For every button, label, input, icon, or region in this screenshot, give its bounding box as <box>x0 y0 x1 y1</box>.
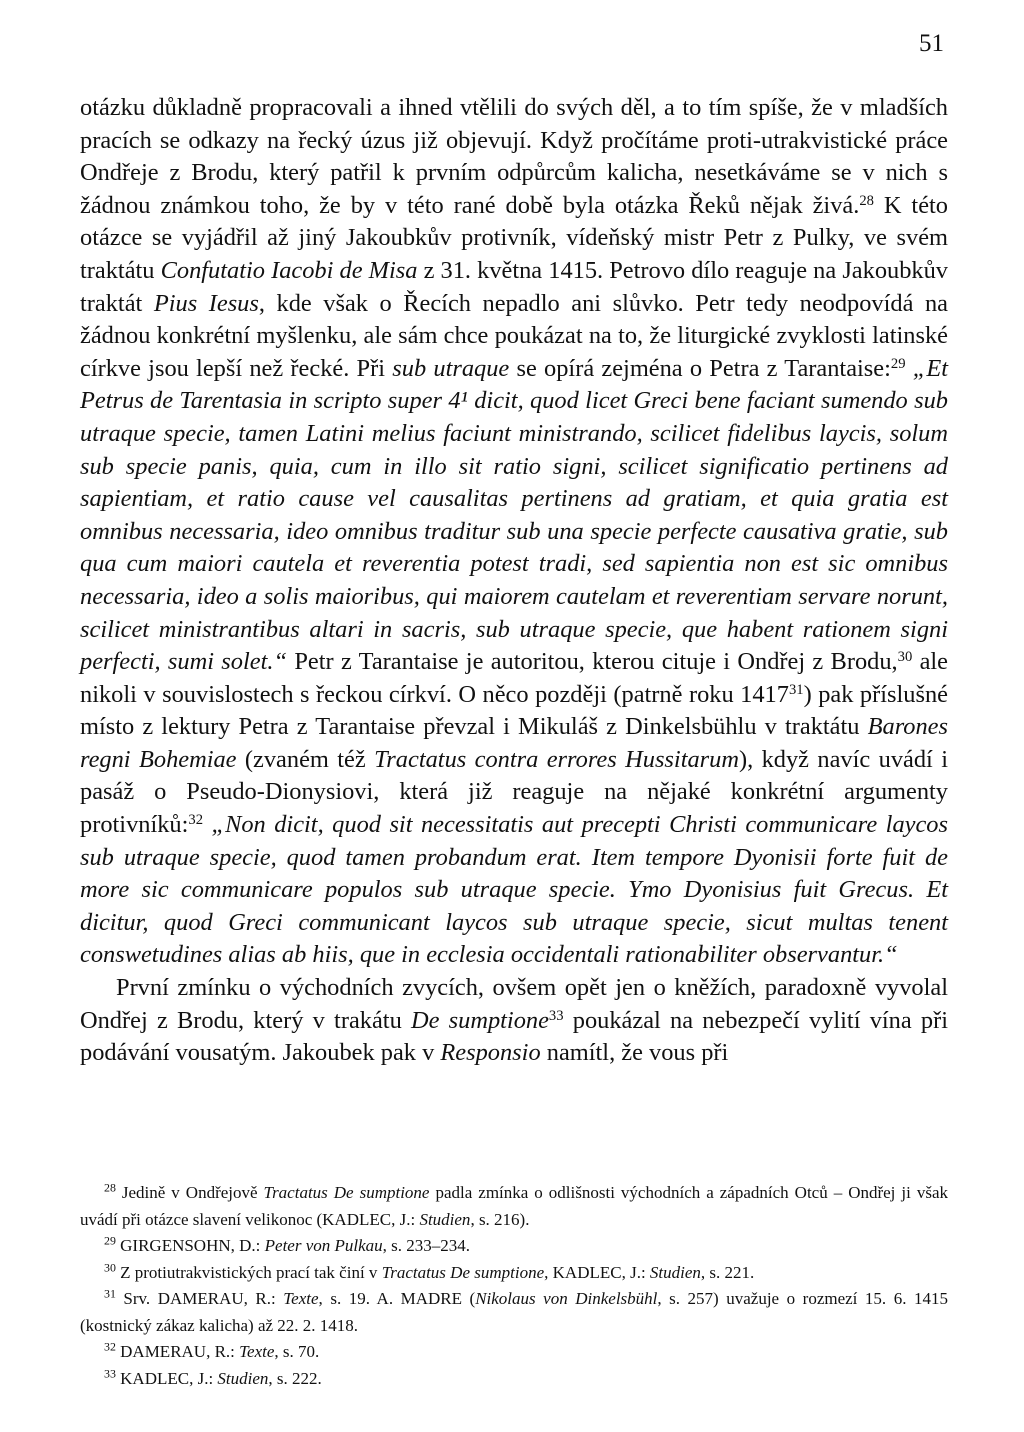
latin-term: sub utraque <box>392 354 510 382</box>
main-text <box>80 92 948 1070</box>
footnote-number: 29 <box>104 1233 116 1248</box>
footnote-ref-31[interactable]: 31 <box>788 681 804 698</box>
footnote-28 <box>80 1180 948 1233</box>
footnote-text: , s. 221. <box>700 1262 755 1282</box>
text-run: , kde však o Řecích nepadlo ani slůvko. Petr tedy neodpovídá na žádnou konkrétní myšlenku, ale sám chce poukázat na to, že liturgické zvyklosti latinské církve jsou lepší než řecké. Při <box>80 289 948 382</box>
footnote-text: , s. 70. <box>274 1342 320 1361</box>
text-run: otázku důkladně propracovali a ihned vtělili do svých děl, a to tím spíše, že v mladších pracích se odkazy na řecký úzus již objevují. Když pročítáme proti-utrakvistické práce Ondřeje z Brodu, který patřil k prvním odpůrcům kalicha, nesetkáváme se v nich s žádnou známkou toho, že by v této rané době byla otázka Řeků nějak živá. <box>80 94 948 219</box>
work-title: Confutatio Iacobi de Misa <box>160 256 418 284</box>
footnote-31 <box>80 1286 948 1339</box>
text-run: První zmínku o východních zvycích, ovšem opět jen o kněžích, paradoxně vyvolal Ondřej z Brodu, který v trakátu <box>80 974 948 1034</box>
work-title: Tractatus contra errores Hussitarum <box>374 745 739 773</box>
text-run: Petr z Tarantaise je autoritou, kterou cituje i Ondřej z Brodu, <box>287 648 898 676</box>
work-title: Studien <box>649 1262 701 1282</box>
text-run: namítl, že vous při <box>540 1039 729 1067</box>
footnote-ref-29[interactable]: 29 <box>890 355 906 372</box>
footnote-number: 30 <box>104 1259 116 1274</box>
work-title: Responsio <box>440 1039 541 1067</box>
text-run: ale nikoli v souvislostech s řeckou církví. O něco později (patrně roku 1417 <box>80 648 949 708</box>
latin-quote: „Non dicit, quod sit necessitatis aut precepti Christi communicare laycos sub utraque specie, quod tamen probandum erat. Item tempore Dyonisii forte fuit de more sic communicare populos sub utraque specie. Ymo Dyonisius fuit Grecus. Et dicitur, quod Greci communicant laycos sub utraque specie, sicut multas tenent conswetudines alias ab hiis, que in ecclesia occidentali rationabiliter observantur.“ <box>80 811 948 969</box>
footnote-ref-30[interactable]: 30 <box>897 649 913 666</box>
footnote-number: 28 <box>104 1180 116 1195</box>
footnote-text: , s. 233–234. <box>382 1236 471 1255</box>
footnote-text: , s. 222. <box>268 1368 322 1388</box>
work-title: Pius Iesus <box>153 289 259 317</box>
page-number: 51 <box>919 30 944 57</box>
footnote-text: Srv. DAMERAU, R.: <box>115 1289 284 1308</box>
footnote-text: Z protiutrakvistických prací tak činí v <box>115 1262 382 1282</box>
text-run: ), když navíc uvádí i pasáž o Pseudo-Dionysiovi, která již reaguje na nějaké konkrétní argumenty protivníků: <box>80 745 948 839</box>
body-paragraph <box>80 92 948 972</box>
work-title: De sumptione <box>410 1006 549 1034</box>
footnote-text: , s. 257) uvažuje o rozmezí 15. 6. 1415 (kostnický zákaz kalicha) až 22. 2. 1418. <box>80 1289 948 1335</box>
footnote-text: , s. 19. A. MADRE ( <box>318 1289 476 1308</box>
footnote-29 <box>80 1233 948 1260</box>
footnote-number: 31 <box>104 1286 116 1301</box>
latin-quote: „Et Petrus de Tarentasia in scripto super 4¹ dicit, quod licet Greci bene faciant sumendo sub utraque specie, tamen Latini melius faciunt ministrando, scilicet fidelibus laycis, solum sub specie panis, quia, cum in illo sit ratio signi, scilicet significatio pertinens ad sapientiam, et ratio cause vel causalitas pertinens ad gratiam, et quia gratia est omnibus necessaria, ideo omnibus traditur sub una specie perfecte causativa gratie, sub qua cum maiori cautela et reverentia potest tradi, sed sapientia non est sic omnibus necessaria, ideo a solis maioribus, qui maiorem cautelam et reverentiam servare norunt, scilicet ministrantibus altari in sacris, sub utraque specie, que habent rationem signi perfecti, sumi solet.“ <box>80 354 949 676</box>
footnote-30 <box>80 1260 948 1287</box>
footnote-32 <box>80 1339 948 1366</box>
footnote-ref-33[interactable]: 33 <box>548 1007 564 1024</box>
text-run: K této otázce se vyjádřil až jiný Jakoubkův protivník, vídeňský mistr Petr z Pulky, ve svém traktátu <box>80 191 948 284</box>
footnote-33 <box>80 1366 948 1393</box>
work-title: Tractatus De sumptione <box>381 1262 545 1282</box>
footnote-text: Jedině v Ondřejově <box>115 1183 264 1202</box>
work-title: Studien <box>419 1209 471 1229</box>
text-run: (zvaném též <box>236 745 375 773</box>
work-title: Studien <box>217 1368 269 1388</box>
work-title: Texte <box>239 1342 275 1361</box>
work-title: Tractatus De sumptione <box>263 1183 430 1202</box>
work-title: Texte <box>283 1289 319 1308</box>
footnote-text: , s. 216). <box>470 1209 530 1229</box>
work-title: Barones regni Bohemiae <box>80 713 948 773</box>
footnote-text: padla zmínka o odlišnosti východních a západních Otců – Ondřej ji však uvádí při otázce slavení velikonoc (KADLEC, J.: <box>80 1183 948 1229</box>
work-title: Peter von Pulkau <box>264 1236 383 1255</box>
footnote-ref-32[interactable]: 32 <box>188 812 204 829</box>
footnote-text: DAMERAU, R.: <box>115 1342 240 1361</box>
footnote-text: KADLEC, J.: <box>115 1368 218 1388</box>
footnote-ref-28[interactable]: 28 <box>859 192 874 209</box>
work-title: Nikolaus von Dinkelsbühl <box>475 1289 658 1308</box>
body-paragraph <box>80 972 948 1070</box>
text-run: z 31. května 1415. Petrovo dílo reaguje na Jakoubkův traktát <box>80 256 949 317</box>
footnote-number: 32 <box>104 1339 116 1354</box>
text-run: poukázal na nebezpečí vylití vína při podávání vousatým. Jakoubek pak v <box>80 1006 948 1067</box>
footnote-number: 33 <box>104 1365 116 1380</box>
text-run: se opírá zejména o Petra z Tarantaise: <box>509 354 891 382</box>
text-run: ) pak příslušné místo z lektury Petra z Tarantaise převzal i Mikuláš z Dinkelsbühlu v traktátu <box>80 680 948 741</box>
footnotes <box>80 1180 948 1392</box>
footnote-text: GIRGENSOHN, D.: <box>115 1236 265 1255</box>
footnote-text: , KADLEC, J.: <box>544 1262 650 1282</box>
